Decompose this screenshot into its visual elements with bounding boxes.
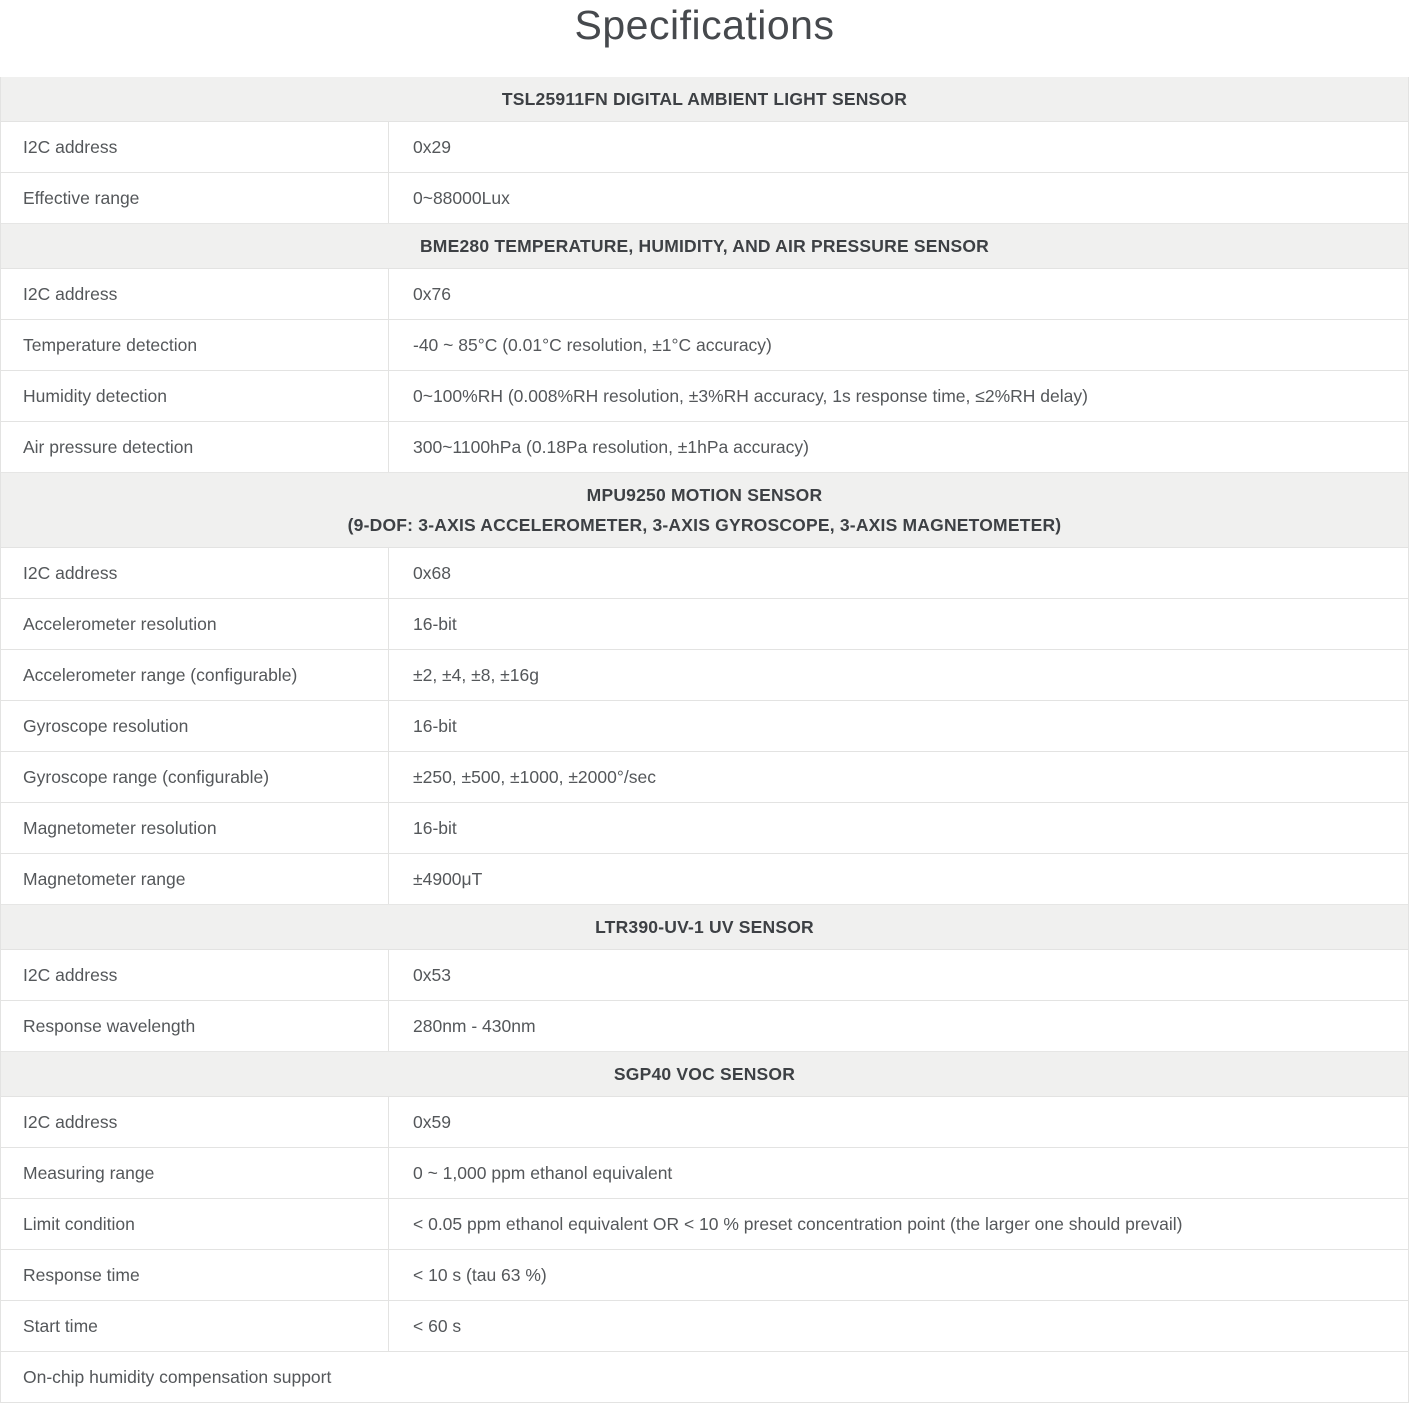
page-title: Specifications bbox=[574, 2, 835, 48]
table-row bbox=[1, 1198, 1408, 1249]
spec-label-cell: I2C address bbox=[1, 548, 389, 598]
spec-label-cell: Effective range bbox=[1, 173, 389, 223]
spec-label-cell: Magnetometer range bbox=[1, 854, 389, 904]
table-row bbox=[1, 1300, 1408, 1351]
section-header-row bbox=[1, 223, 1408, 268]
table-row bbox=[1, 598, 1408, 649]
table-row bbox=[1, 319, 1408, 370]
spec-value-cell: 0x29 bbox=[413, 137, 451, 157]
table-row bbox=[1, 172, 1408, 223]
spec-value-cell: 0x68 bbox=[413, 563, 451, 583]
spec-label-cell: Accelerometer resolution bbox=[1, 599, 389, 649]
spec-label-cell: I2C address bbox=[1, 122, 389, 172]
spec-label-cell: Measuring range bbox=[1, 1148, 389, 1198]
table-row bbox=[1, 547, 1408, 598]
spec-label-cell: Accelerometer range (configurable) bbox=[1, 650, 389, 700]
section-header-text: (9-DOF: 3-AXIS ACCELEROMETER, 3-AXIS GYROSCOPE, 3-AXIS MAGNETOMETER) bbox=[347, 515, 1062, 535]
spec-value-cell: 0x59 bbox=[413, 1112, 451, 1132]
section-header-row bbox=[1, 1051, 1408, 1096]
spec-label-cell: Response time bbox=[1, 1250, 389, 1300]
spec-label-cell: Humidity detection bbox=[1, 371, 389, 421]
spec-label-cell: Start time bbox=[1, 1301, 389, 1351]
spec-label-cell: Limit condition bbox=[1, 1199, 389, 1249]
table-row bbox=[1, 853, 1408, 904]
spec-value-cell: ±250, ±500, ±1000, ±2000°/sec bbox=[413, 767, 656, 787]
spec-value-cell: 0x76 bbox=[413, 284, 451, 304]
section-header-row bbox=[1, 904, 1408, 949]
table-row bbox=[1, 421, 1408, 472]
spec-label-cell: Gyroscope resolution bbox=[1, 701, 389, 751]
spec-value-cell: 280nm - 430nm bbox=[413, 1016, 536, 1036]
spec-value-cell: 16-bit bbox=[413, 614, 457, 634]
spec-value-cell: ±2, ±4, ±8, ±16g bbox=[413, 665, 539, 685]
spec-value-cell: < 0.05 ppm ethanol equivalent OR < 10 % preset concentration point (the larger one should prevail) bbox=[413, 1214, 1183, 1234]
spec-value-cell: 0~88000Lux bbox=[413, 188, 510, 208]
spec-value-cell: -40 ~ 85°C (0.01°C resolution, ±1°C accuracy) bbox=[413, 335, 772, 355]
specifications-table bbox=[0, 77, 1409, 1403]
spec-label-cell: I2C address bbox=[1, 269, 389, 319]
section-header-text: LTR390-UV-1 UV SENSOR bbox=[595, 917, 814, 937]
section-header-row bbox=[1, 77, 1408, 121]
spec-value-cell: 0~100%RH (0.008%RH resolution, ±3%RH accuracy, 1s response time, ≤2%RH delay) bbox=[413, 386, 1088, 406]
spec-label-cell: Temperature detection bbox=[1, 320, 389, 370]
spec-value-cell: < 60 s bbox=[413, 1316, 462, 1336]
table-row bbox=[1, 1147, 1408, 1198]
spec-fullwidth-cell: On-chip humidity compensation support bbox=[23, 1367, 332, 1387]
section-header-text: MPU9250 MOTION SENSOR bbox=[586, 485, 823, 505]
spec-value-cell: 16-bit bbox=[413, 818, 457, 838]
spec-value-cell: ±4900μT bbox=[413, 869, 483, 889]
table-row bbox=[1, 751, 1408, 802]
spec-label-cell: Magnetometer resolution bbox=[1, 803, 389, 853]
spec-value-cell: 16-bit bbox=[413, 716, 457, 736]
spec-value-cell: 300~1100hPa (0.18Pa resolution, ±1hPa accuracy) bbox=[413, 437, 809, 457]
table-row bbox=[1, 700, 1408, 751]
section-header-row bbox=[1, 472, 1408, 547]
table-row bbox=[1, 268, 1408, 319]
section-header-text: SGP40 VOC SENSOR bbox=[613, 1064, 796, 1084]
section-header-text: BME280 TEMPERATURE, HUMIDITY, AND AIR PRESSURE SENSOR bbox=[419, 236, 990, 256]
spec-value-cell: 0 ~ 1,000 ppm ethanol equivalent bbox=[413, 1163, 673, 1183]
table-row bbox=[1, 370, 1408, 421]
spec-value-cell: 0x53 bbox=[413, 965, 451, 985]
table-row bbox=[1, 1000, 1408, 1051]
table-row bbox=[1, 1096, 1408, 1147]
section-header-text: TSL25911FN DIGITAL AMBIENT LIGHT SENSOR bbox=[501, 89, 908, 109]
table-row bbox=[1, 649, 1408, 700]
spec-label-cell: I2C address bbox=[1, 950, 389, 1000]
table-row bbox=[1, 802, 1408, 853]
table-row bbox=[1, 1351, 1408, 1402]
spec-value-cell: < 10 s (tau 63 %) bbox=[413, 1265, 547, 1285]
spec-label-cell: Air pressure detection bbox=[1, 422, 389, 472]
spec-label-cell: Response wavelength bbox=[1, 1001, 389, 1051]
table-row bbox=[1, 949, 1408, 1000]
table-row bbox=[1, 121, 1408, 172]
table-row bbox=[1, 1249, 1408, 1300]
spec-label-cell: Gyroscope range (configurable) bbox=[1, 752, 389, 802]
spec-label-cell: I2C address bbox=[1, 1097, 389, 1147]
